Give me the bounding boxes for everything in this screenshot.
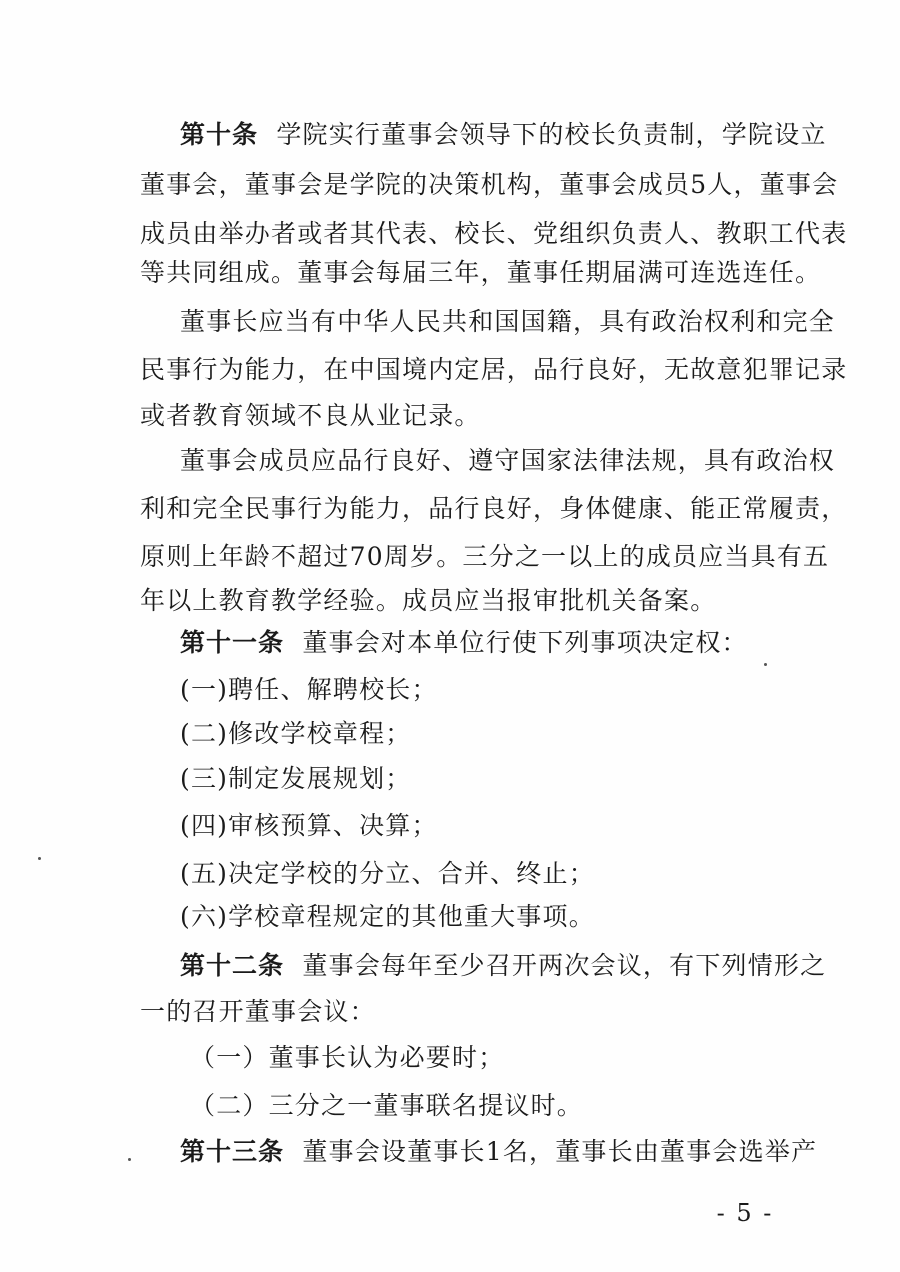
chairman-qualification-line-2: 民事行为能力，在中国境内定居，品行良好，无故意犯罪记录: [140, 355, 848, 384]
article-10-text: 学院实行董事会领导下的校长负责制，学院设立: [276, 120, 827, 149]
article-11-item: (三)制定发展规划；: [180, 764, 412, 793]
article-10-line-3: 成员由举办者或者其代表、校长、党组织负责人、教职工代表: [140, 219, 848, 248]
member-qualification-line-2: 利和完全民事行为能力，品行良好，身体健康、能正常履责，: [140, 494, 848, 523]
article-13-line-1: [180, 1137, 818, 1167]
article-11-item: (二)修改学校章程；: [180, 719, 412, 748]
article-11-item: (四)审核预算、决算；: [180, 811, 438, 840]
scan-speck: [128, 1158, 131, 1161]
article-11-item: (一)聘任、解聘校长；: [180, 675, 438, 704]
article-10-heading: 第十条: [180, 120, 259, 149]
article-12-item: （二）三分之一董事联名提议时。: [190, 1091, 584, 1120]
article-11-item: (六)学校章程规定的其他重大事项。: [180, 902, 595, 931]
article-12-item: （一）董事长认为必要时；: [190, 1043, 505, 1072]
article-13-heading: 第十三条: [180, 1137, 285, 1166]
article-11-item: (五)决定学校的分立、合并、终止；: [180, 859, 595, 888]
member-qualification-line-1: 董事会成员应品行良好、遵守国家法律法规，具有政治权: [180, 446, 836, 475]
article-10-line-2: 董事会，董事会是学院的决策机构，董事会成员5人，董事会: [140, 170, 839, 199]
chairman-qualification-line-1: 董事长应当有中华人民共和国国籍，具有政治权利和完全: [180, 307, 836, 336]
article-11-intro: 董事会对本单位行使下列事项决定权：: [302, 628, 748, 657]
scan-speck: [38, 857, 41, 860]
chairman-qualification-line-3: 或者教育领域不良从业记录。: [140, 401, 481, 430]
article-11-line-1: [180, 628, 780, 658]
member-qualification-line-4: 年以上教育教学经验。成员应当报审批机关备案。: [140, 586, 717, 615]
member-qualification-line-3: 原则上年龄不超过70周岁。三分之一以上的成员应当具有五: [140, 542, 830, 571]
article-10-line-4: 等共同组成。董事会每届三年，董事任期届满可连选连任。: [140, 258, 822, 287]
article-12-line-2: 一的召开董事会议：: [140, 997, 376, 1026]
article-10-line-1: [180, 120, 827, 150]
article-12-text: 董事会每年至少召开两次会议，有下列情形之: [302, 951, 827, 980]
article-13-text: 董事会设董事长1名，董事长由董事会选举产: [302, 1137, 818, 1166]
article-12-heading: 第十二条: [180, 951, 285, 980]
article-12-line-1: [180, 951, 827, 981]
scan-speck: [764, 663, 767, 666]
article-11-heading: 第十一条: [180, 628, 285, 657]
page-number: - 5 -: [716, 1199, 774, 1227]
